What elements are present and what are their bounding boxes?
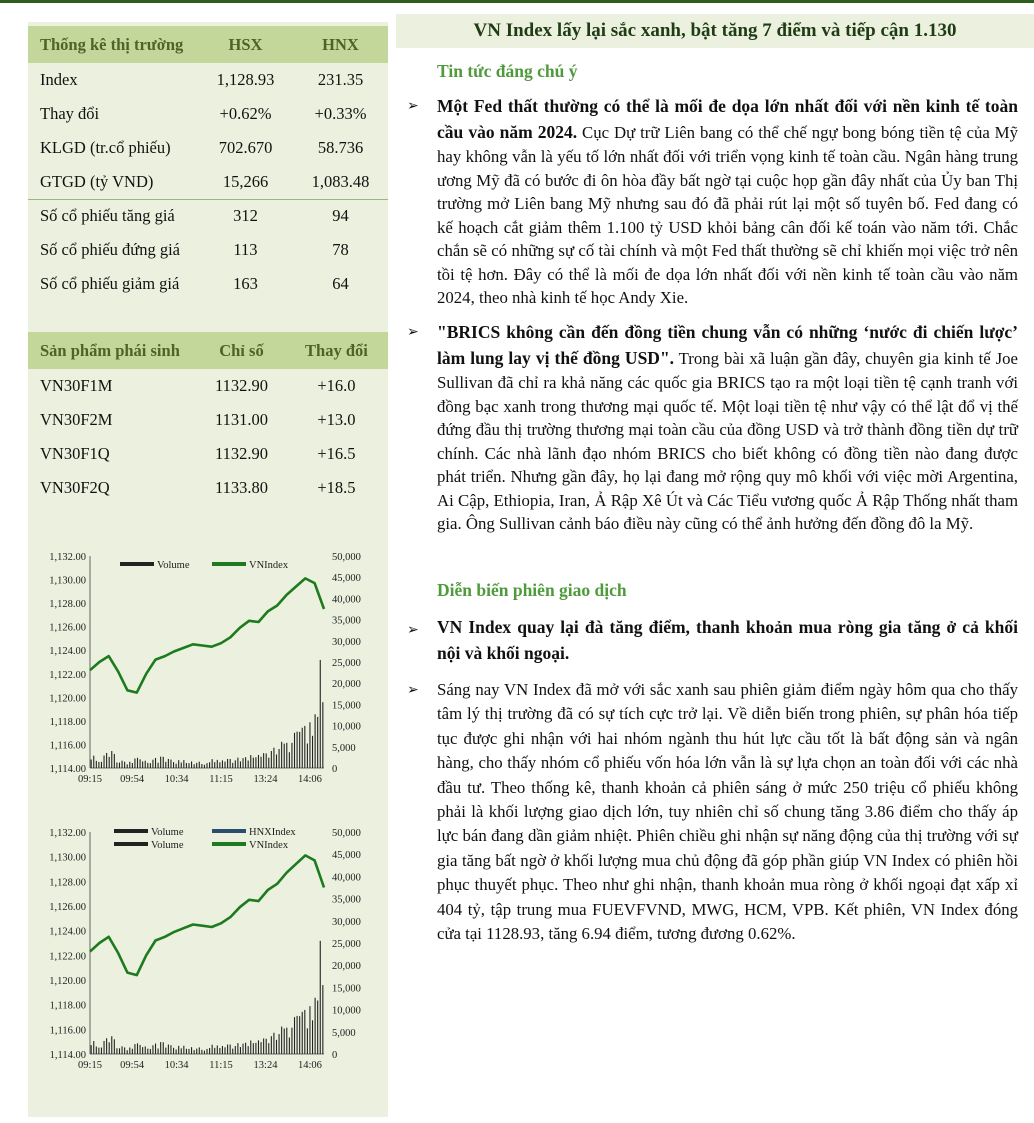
table-cell: 113 (233, 240, 258, 259)
derivatives-table (28, 332, 388, 505)
y2-tick-label: 40,000 (332, 594, 361, 606)
vnindex-line (90, 578, 324, 692)
y2-tick-label: 20,000 (332, 679, 361, 691)
y-tick-label: 1,116.00 (49, 740, 86, 752)
y2-tick-label: 0 (332, 1050, 338, 1061)
y-tick-label: 1,118.00 (49, 716, 86, 728)
bullet-icon: ➢ (407, 682, 419, 698)
y-tick-label: 1,128.00 (49, 877, 86, 889)
x-tick-label: 09:15 (78, 774, 102, 785)
market-header-1: HSX (198, 26, 293, 63)
section-news-heading: Tin tức đáng chú ý (437, 61, 578, 81)
y2-tick-label: 15,000 (332, 700, 361, 712)
y-tick-label: 1,114.00 (49, 764, 86, 775)
table-cell: 78 (332, 240, 349, 259)
table-cell: VN30F2Q (40, 478, 110, 497)
table-cell: +16.5 (317, 444, 356, 463)
table-cell: 312 (198, 199, 293, 233)
y2-tick-label: 35,000 (332, 894, 361, 906)
market-header-0: Thống kê thị trường (28, 26, 198, 63)
y2-tick-label: 40,000 (332, 872, 361, 884)
table-row (28, 199, 388, 233)
table-row (28, 403, 388, 437)
y-tick-label: 1,118.00 (49, 1000, 86, 1012)
news-item-brics (437, 319, 1018, 536)
market-sidebar (28, 22, 388, 1117)
y-tick-label: 1,114.00 (49, 1050, 86, 1061)
y-tick-label: 1,122.00 (49, 669, 86, 681)
legend-label: HNXIndex (249, 827, 296, 838)
x-tick-label: 10:34 (164, 774, 189, 785)
y2-tick-label: 25,000 (332, 939, 361, 950)
news-fed-headline: Một Fed thất thường có thể là mối đe dọa lớn nhất đối với nền kinh tế toàn cầu vào năm 2024. (437, 96, 1018, 142)
market-stats-table (28, 26, 388, 301)
x-tick-label: 14:06 (297, 1060, 322, 1071)
x-tick-label: 10:34 (164, 1060, 189, 1071)
table-row (28, 471, 388, 505)
y-tick-label: 1,132.00 (49, 828, 86, 839)
main-content (396, 0, 1034, 1123)
vnindex-chart (28, 546, 388, 802)
y-tick-label: 1,126.00 (49, 902, 86, 913)
table-row (28, 437, 388, 471)
y2-tick-label: 10,000 (332, 1005, 361, 1017)
table-row (28, 369, 388, 403)
table-cell: KLGD (tr.cổ phiếu) (40, 138, 171, 157)
y-tick-label: 1,126.00 (49, 622, 86, 634)
y-tick-label: 1,124.00 (49, 646, 86, 658)
x-tick-label: 09:54 (120, 774, 145, 785)
table-cell: +0.62% (219, 104, 272, 123)
bullet-icon: ➢ (407, 324, 419, 340)
y-tick-label: 1,132.00 (49, 552, 86, 563)
news-brics-headline: "BRICS không cần đến đồng tiền chung vẫn có những ‘nước đi chiến lược’ làm lung lay vị thế đồng USD". (437, 322, 1018, 368)
legend-label: Volume (151, 827, 184, 838)
table-cell: Số cổ phiếu đứng giá (40, 240, 181, 259)
table-cell: VN30F1M (40, 376, 113, 395)
y2-tick-label: 5,000 (332, 742, 356, 754)
x-tick-label: 11:15 (209, 1060, 233, 1071)
table-cell: Index (40, 70, 78, 89)
table-cell: 1131.00 (214, 410, 268, 429)
legend-label: Volume (151, 840, 184, 851)
table-cell: 1132.90 (214, 444, 268, 463)
page-title: VN Index lấy lại sắc xanh, bật tăng 7 điểm và tiếp cận 1.130 (396, 14, 1034, 48)
x-tick-label: 14:06 (297, 774, 322, 785)
y2-tick-label: 15,000 (332, 983, 361, 995)
news-brics-body: Trong bài xã luận gần đây, chuyên gia kinh tế Joe Sullivan đã chỉ ra khả năng các quốc gia BRICS tạo ra một loại tiền tệ cạnh tranh với đồng bạc xanh trong thương mại quốc tế. Một loại tiền tệ như vậy có thể lật đổ vị thế đứng đầu thị trường thương mại toàn cầu của đồng USD và trở thành đồng tiền dự trữ chính. Các nhà lãnh đạo nhóm BRICS cho biết không có đồng tiền nào đang được phát triển. Nhưng gần đây, họ lại đang mở rộng quy mô khối với việc mời Argentina, Ai Cập, Ethiopia, Iran, Ả Rập Xê Út và Các Tiểu vương quốc Ả Rập Thống nhất tham gia. Ông Sullivan cảnh báo điều này cũng có thể ảnh hưởng đến đồng đô la Mỹ. (437, 349, 1018, 533)
legend-label: VNIndex (249, 840, 289, 851)
x-tick-label: 11:15 (209, 774, 233, 785)
table-cell: 94 (293, 199, 388, 233)
y2-tick-label: 5,000 (332, 1027, 356, 1039)
table-cell: 64 (332, 274, 349, 293)
section-session-heading: Diễn biến phiên giao dịch (437, 580, 627, 600)
bullet-icon: ➢ (407, 98, 419, 114)
vnindex-line (90, 855, 324, 975)
bullet-icon: ➢ (407, 622, 419, 638)
table-row (28, 165, 388, 199)
legend-label: Volume (157, 560, 190, 571)
table-cell: 1,083.48 (311, 171, 370, 191)
y2-tick-label: 45,000 (332, 850, 361, 862)
y-tick-label: 1,116.00 (49, 1025, 86, 1037)
table-cell: 1132.90 (214, 376, 268, 395)
session-headline: VN Index quay lại đà tăng điểm, thanh khoản mua ròng gia tăng ở cả khối nội và khối ngoại. (437, 617, 1018, 663)
deriv-header-2: Thay đổi (285, 332, 388, 369)
x-tick-label: 13:24 (253, 1060, 278, 1071)
market-header-2: HNX (293, 26, 388, 63)
table-row (28, 131, 388, 165)
y2-tick-label: 0 (332, 764, 338, 775)
y-tick-label: 1,120.00 (49, 976, 86, 987)
x-tick-label: 13:24 (253, 774, 278, 785)
table-cell: 58.736 (317, 138, 364, 157)
table-cell: 1,128.93 (216, 70, 275, 89)
table-row (28, 267, 388, 301)
news-item-fed (437, 93, 1018, 310)
table-cell: 231.35 (317, 70, 364, 89)
vnindex-hnx-chart (28, 822, 388, 1082)
y-tick-label: 1,124.00 (49, 926, 86, 938)
table-cell: VN30F2M (40, 410, 113, 429)
x-tick-label: 09:54 (120, 1060, 145, 1071)
deriv-header-1: Chỉ số (198, 332, 285, 369)
y2-tick-label: 50,000 (332, 552, 361, 563)
y2-tick-label: 10,000 (332, 721, 361, 733)
session-body: Sáng nay VN Index đã mở với sắc xanh sau phiên giảm điểm ngày hôm qua cho thấy tâm lý thị trường đã có sự tích cực trở lại. Về diễn biến trong phiên, sự phân hóa tiếp tục được ghi nhận với hai nhóm ngành thu hút lực cầu tốt là bất động sản và ngân hàng, cho thấy nhóm cổ phiếu vốn hóa lớn vẫn là sự lựa chọn an toàn đối với các nhà đầu tư. Theo thống kê, thanh khoản cả phiên sáng ở mức 250 triệu cổ phiếu không phải là khối lượng giao dịch lớn, tuy nhiên chỉ số chung tăng 3.86 điểm cho thấy áp lực bán đang dần giảm nhiệt. Phiên chiều ghi nhận sự năng động của thị trường với sự gia tăng bất ngờ ở khối lượng mua chủ động đã góp phần giúp VN Index có phiên hồi phục thuyết phục. Theo như ghi nhận, thanh khoản mua ròng ở khối ngoại đạt xấp xỉ 404 tỷ, tập trung mua FUEVFVND, MWG, HCM, VPB. Kết phiên, VN Index đóng cửa tại 1128.93, tăng 6.94 điểm, tương đương 0.62%. (437, 680, 1018, 944)
table-row (28, 233, 388, 267)
y2-tick-label: 20,000 (332, 961, 361, 973)
table-cell: 702.670 (218, 138, 273, 157)
table-cell: VN30F1Q (40, 444, 110, 463)
table-cell: GTGD (tỷ VND) (40, 171, 154, 191)
y2-tick-label: 30,000 (332, 916, 361, 928)
table-cell: +16.0 (317, 376, 356, 395)
legend-label: VNIndex (249, 560, 289, 571)
table-row (28, 63, 388, 97)
table-row (28, 97, 388, 131)
y2-tick-label: 25,000 (332, 658, 361, 669)
y2-tick-label: 50,000 (332, 828, 361, 839)
table-cell: 163 (233, 274, 258, 293)
y-tick-label: 1,120.00 (49, 693, 86, 705)
news-fed-body: Cục Dự trữ Liên bang có thể chế ngự bong bóng tiền tệ của Mỹ hay không vẫn là yếu tố lớn nhất đối với triển vọng kinh tế toàn cầu. Ngân hàng trung ương Mỹ đã có bước đi ôn hòa đầy bất ngờ tại cuộc họp gần đây nhất của Ủy ban Thị trường mở Liên bang Mỹ nhưng sau đó đã phải rút lại một số tuyên bố. Fed đang có kế hoạch cắt giảm thêm 1.100 tỷ USD khỏi bảng cân đối kế toán vào năm tới. Chắc chắn sẽ có những sự cố tài chính và một Fed thất thường sẽ chỉ khiến mọi việc trở nên tồi tệ hơn. Đây có thể là mối đe dọa lớn nhất đối với nền kinh tế toàn cầu vào năm 2024, theo nhà kinh tế học Andy Xie. (437, 123, 1018, 307)
y-tick-label: 1,130.00 (49, 852, 86, 864)
table-cell: +13.0 (317, 410, 356, 429)
table-cell: +0.33% (314, 104, 367, 123)
y-tick-label: 1,130.00 (49, 575, 86, 587)
table-cell: 1133.80 (214, 478, 268, 497)
table-cell: 15,266 (222, 171, 269, 191)
table-cell: +18.5 (317, 478, 356, 497)
y-tick-label: 1,122.00 (49, 951, 86, 963)
table-cell: Thay đổi (40, 104, 100, 123)
y2-tick-label: 45,000 (332, 573, 361, 585)
y2-tick-label: 35,000 (332, 615, 361, 627)
y-tick-label: 1,128.00 (49, 599, 86, 611)
table-cell: Số cổ phiếu tăng giá (28, 199, 198, 233)
y2-tick-label: 30,000 (332, 636, 361, 648)
deriv-header-0: Sản phẩm phái sinh (28, 332, 198, 369)
table-cell: Số cổ phiếu giảm giá (40, 274, 180, 293)
x-tick-label: 09:15 (78, 1060, 102, 1071)
